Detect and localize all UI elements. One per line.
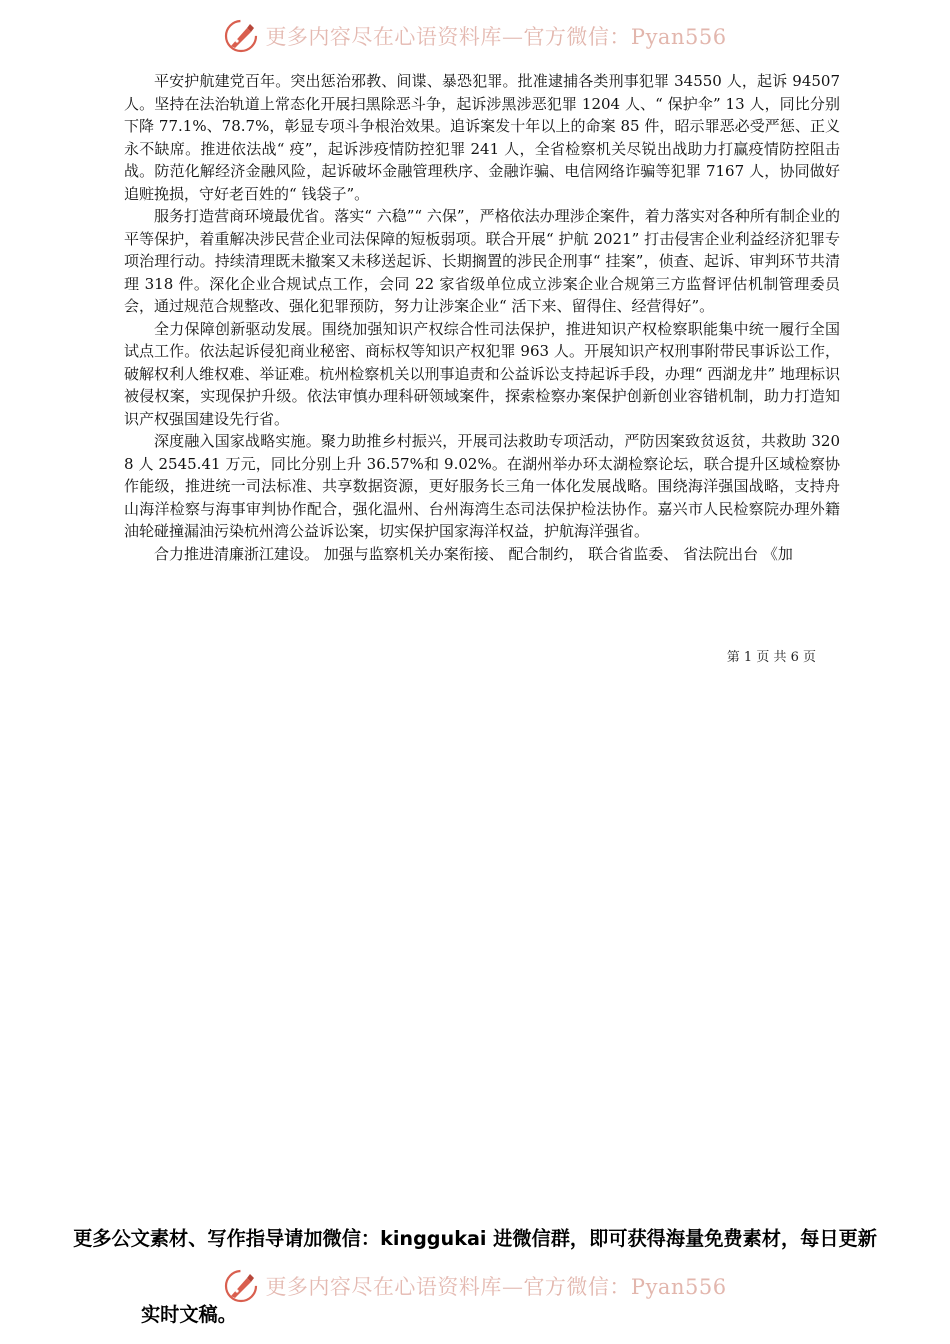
watermark-text xyxy=(265,21,726,51)
paragraph-national-strategy: 深度融入国家战略实施。聚力助推乡村振兴，开展司法救助专项活动，严防因案致贫返贫，共救助 3208 人 2545.41 万元，同比分别上升 36.57%和 9.02%。在湖州举办环太湖检察论坛，联合提升区域检察协作能级，推进统一司法标准、共享数据资源，更好服务长三角一体化发展战略。围绕海洋强国战略，支持舟山海洋检察与海事审判协作配合，强化温州、台州海湾生态司法保护检法协作。嘉兴市人民检察院办理外籍油轮碰撞漏油污染杭州湾公益诉讼案，切实保护国家海洋权益，护航海洋强省。 xyxy=(124,432,840,540)
paragraph-safety: 平安护航建党百年。突出惩治邪教、间谍、暴恐犯罪。批准逮捕各类刑事犯罪 34550 人，起诉 94507 人。坚持在法治轨道上常态化开展扫黑除恶斗争，起诉涉黑涉恶犯罪 1204 人、“ 保护伞” 13 人，同比分别下降 77.1%、78.7%，彰显专项斗争根治效果。追诉案发十年以上的命案 85 件，昭示罪恶必受严惩、正义永不缺席。推进依法战“ 疫”，起诉涉疫情防控犯罪 241 人，全省检察机关尽锐出战助力打赢疫情防控阻击战。防范化解经济金融风险，起诉破坏金融管理秩序、金融诈骗、电信网络诈骗等犯罪 7167 人，协同做好追赃挽损，守好老百姓的“ 钱袋子”。 xyxy=(124,72,840,203)
paragraph-clean-zhejiang: 合力推进清廉浙江建设。 加强与监察机关办案衔接、 配合制约， 联合省监委、 省法院出台 《加 xyxy=(154,544,793,563)
page-number: 第 1 页 共 6 页 xyxy=(726,650,816,665)
footer-promo-line-1: 更多公文素材、写作指导请加微信：kinggukai 进微信群，即可获得海量免费素材，每日更新 xyxy=(73,1227,877,1250)
pen-nib-logo-icon xyxy=(223,18,259,54)
document-body xyxy=(124,70,840,565)
footer-promo-line-2: 实时文稿。 xyxy=(141,1303,237,1326)
watermark-text xyxy=(265,1271,726,1301)
pen-nib-logo-icon xyxy=(223,1268,259,1304)
paragraph-business-environment: 服务打造营商环境最优省。落实“ 六稳”“ 六保”，严格依法办理涉企案件，着力落实对各种所有制企业的平等保护，着重解决涉民营企业司法保障的短板弱项。联合开展“ 护航 2021” 打击侵害企业利益经济犯罪专项治理行动。持续清理既未撤案又未移送起诉、长期搁置的涉民企刑事“ 挂案”，侦查、起诉、审判环节共清理 318 件。深化企业合规试点工作，会同 22 家省级单位成立涉案企业合规第三方监督评估机制管理委员会，通过规范合规整改、强化犯罪预防，努力让涉案企业“ 活下来、留得住、经营得好”。 xyxy=(124,207,840,315)
header-watermark xyxy=(0,14,950,58)
watermark-wechat: 官方微信：Pyan556 xyxy=(523,1275,727,1299)
watermark-dash: — xyxy=(501,1275,524,1299)
watermark-main: 更多内容尽在心语资料库 xyxy=(265,1275,502,1299)
watermark-wechat: 官方微信：Pyan556 xyxy=(523,25,727,49)
watermark-dash: — xyxy=(501,25,524,49)
paragraph-innovation: 全力保障创新驱动发展。围绕加强知识产权综合性司法保护，推进知识产权检察职能集中统一履行全国试点工作。依法起诉侵犯商业秘密、商标权等知识产权犯罪 963 人。开展知识产权刑事附带民事诉讼工作，破解权利人维权难、举证难。杭州检察机关以刑事追责和公益诉讼支持起诉手段，办理“ 西湖龙井” 地理标识被侵权案，实现保护升级。依法审慎办理科研领域案件，探索检察办案保护创新创业容错机制，助力打造知识产权强国建设先行省。 xyxy=(124,319,840,428)
watermark-main: 更多内容尽在心语资料库 xyxy=(265,25,502,49)
